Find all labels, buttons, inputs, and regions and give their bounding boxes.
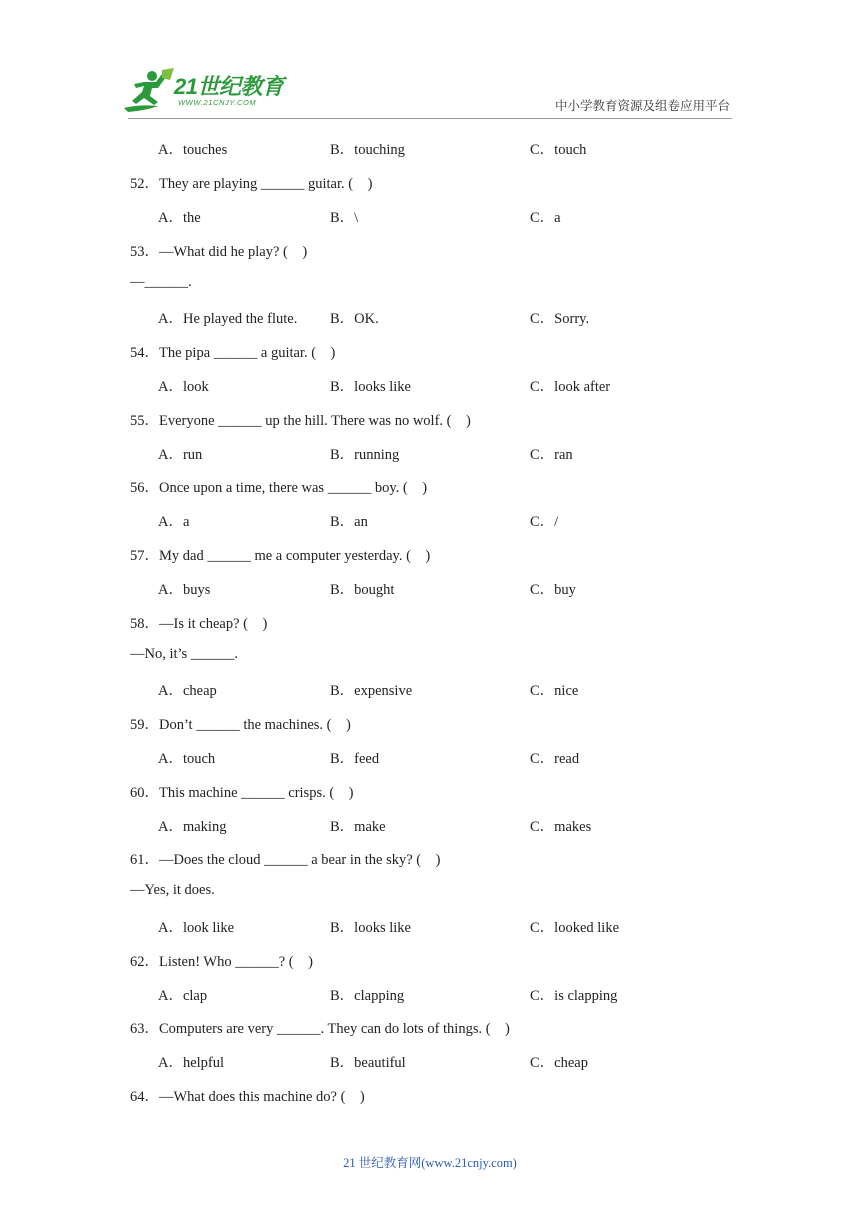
dialogue-line: —Yes, it does.: [130, 882, 215, 898]
option-b: B．OK.: [330, 311, 379, 327]
answer-options: [158, 1051, 758, 1071]
option-c: C．touch: [530, 142, 587, 158]
option-b: B．beautiful: [330, 1055, 406, 1071]
option-c: C．nice: [530, 683, 579, 699]
option-c: C．a: [530, 210, 561, 226]
answer-options: [158, 747, 758, 767]
question-text: 59．Don’t ______ the machines. ( ): [130, 717, 351, 733]
question-text: 63．Computers are very ______. They can do lots of things. ( ): [130, 1021, 510, 1037]
logo-text: 21世纪教育: [174, 74, 284, 99]
question-text: 57．My dad ______ me a computer yesterday. ( ): [130, 548, 431, 564]
dialogue-line: —______.: [130, 274, 192, 290]
option-a: A．touch: [158, 751, 216, 767]
option-a: A．making: [158, 819, 227, 835]
option-c: C．looked like: [530, 920, 620, 936]
option-a: A．the: [158, 210, 201, 226]
option-c: C．Sorry.: [530, 311, 590, 327]
option-a: A．clap: [158, 988, 208, 1004]
question-text: 55．Everyone ______ up the hill. There was no wolf. ( ): [130, 413, 471, 429]
option-a: A．touches: [158, 142, 228, 158]
option-b: B．expensive: [330, 683, 413, 699]
runner-logo-icon: [122, 68, 178, 114]
option-a: A．a: [158, 514, 190, 530]
question-text: 53．—What did he play? ( ): [130, 244, 308, 260]
answer-options: [158, 375, 758, 395]
option-b: B．an: [330, 514, 368, 530]
option-c: C．/: [530, 514, 559, 530]
question-text: 54．The pipa ______ a guitar. ( ): [130, 345, 336, 361]
option-b: B．touching: [330, 142, 405, 158]
page-header: [0, 0, 860, 122]
question-text: 56．Once upon a time, there was ______ boy. ( ): [130, 480, 428, 496]
option-c: C．makes: [530, 819, 592, 835]
answer-options: [158, 916, 758, 936]
option-a: A．helpful: [158, 1055, 225, 1071]
question-text: 62．Listen! Who ______? ( ): [130, 954, 313, 970]
option-a: A．buys: [158, 582, 211, 598]
option-c: C．cheap: [530, 1055, 588, 1071]
option-a: A．He played the flute.: [158, 311, 298, 327]
option-c: C．ran: [530, 447, 573, 463]
site-logo: [122, 68, 292, 116]
option-b: B．bought: [330, 582, 395, 598]
option-b: B．feed: [330, 751, 380, 767]
question-text: 52．They are playing ______ guitar. ( ): [130, 176, 373, 192]
answer-options: [158, 206, 758, 226]
dialogue-line: —No, it’s ______.: [130, 646, 238, 662]
option-b: B．\: [330, 210, 359, 226]
answer-options: [158, 138, 758, 158]
answer-options: [158, 510, 758, 530]
logo-url: WWW.21CNJY.COM: [178, 98, 257, 107]
option-b: B．looks like: [330, 379, 411, 395]
answer-options: [158, 815, 758, 835]
option-c: C．buy: [530, 582, 576, 598]
answer-options: [158, 307, 758, 327]
question-text: 61．—Does the cloud ______ a bear in the sky? ( ): [130, 852, 441, 868]
answer-options: [158, 578, 758, 598]
option-b: B．make: [330, 819, 386, 835]
option-a: A．look like: [158, 920, 235, 936]
question-text: 64．—What does this machine do? ( ): [130, 1089, 365, 1105]
option-b: B．clapping: [330, 988, 405, 1004]
option-c: C．is clapping: [530, 988, 618, 1004]
option-a: A．cheap: [158, 683, 217, 699]
answer-options: [158, 443, 758, 463]
option-a: A．run: [158, 447, 203, 463]
option-a: A．look: [158, 379, 209, 395]
question-text: 60．This machine ______ crisps. ( ): [130, 785, 354, 801]
header-divider: [128, 118, 732, 119]
option-c: C．read: [530, 751, 580, 767]
platform-label: 中小学教育资源及组卷应用平台: [554, 98, 730, 113]
option-b: B．looks like: [330, 920, 411, 936]
answer-options: [158, 984, 758, 1004]
option-c: C．look after: [530, 379, 611, 395]
option-b: B．running: [330, 447, 400, 463]
question-text: 58．—Is it cheap? ( ): [130, 616, 268, 632]
answer-options: [158, 679, 758, 699]
page-footer: 21 世纪教育网(www.21cnjy.com): [343, 1156, 517, 1170]
